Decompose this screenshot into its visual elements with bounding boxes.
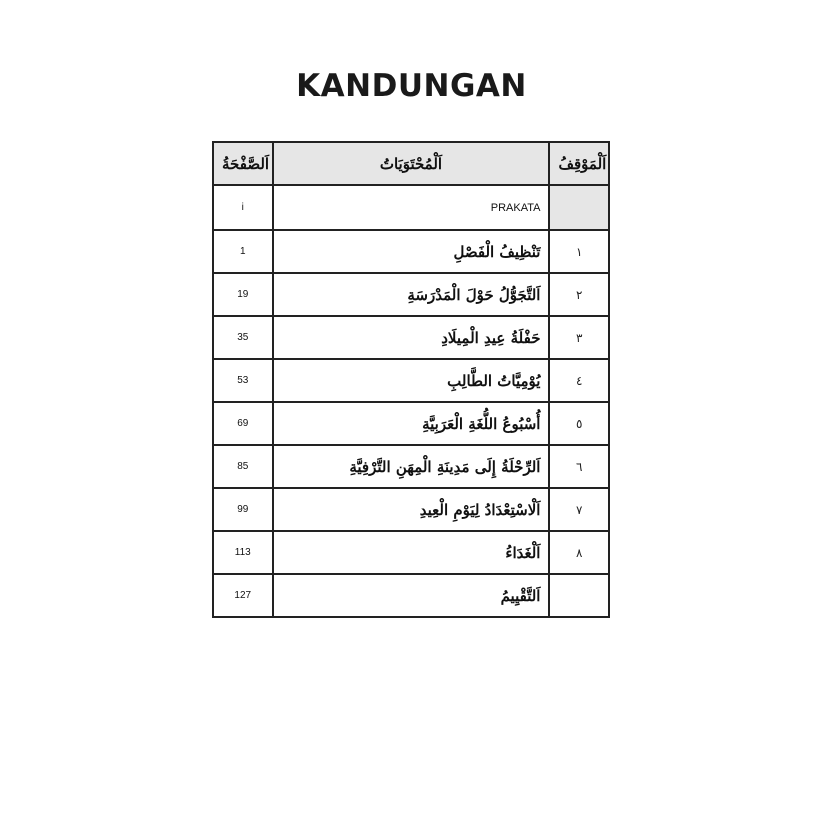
unit-number: ١ [549, 230, 609, 273]
table-row [213, 273, 609, 316]
unit-number [549, 574, 609, 617]
table-row [213, 316, 609, 359]
page-number: 69 [213, 402, 273, 445]
table-row [213, 531, 609, 574]
table-row [213, 185, 609, 230]
page-number: i [213, 185, 273, 230]
page-title: KANDUNGAN [296, 68, 527, 104]
page-number: 99 [213, 488, 273, 531]
table-row [213, 230, 609, 273]
content-title: اَلرِّحْلَةُ إِلَى مَدِينَةِ الْمِهَنِ التَّرْفِيَّةِ [273, 445, 550, 488]
content-title: PRAKATA [273, 185, 550, 230]
unit-number [549, 185, 609, 230]
page-number: 53 [213, 359, 273, 402]
table-row [213, 445, 609, 488]
content-title: يُوْمِيَّاتُ الطَّالِبِ [273, 359, 550, 402]
content-title: حَفْلَةُ عِيدِ الْمِيلَادِ [273, 316, 550, 359]
unit-column-header: اَلْمَوْقِفُ [549, 142, 609, 185]
content-title: تَنْظِيفُ الْفَصْلِ [273, 230, 550, 273]
page-number: 127 [213, 574, 273, 617]
header-row [213, 142, 609, 185]
page-column-header: اَلصَّفْحَةُ [213, 142, 273, 185]
page-number: 19 [213, 273, 273, 316]
unit-number: ٦ [549, 445, 609, 488]
unit-number: ٤ [549, 359, 609, 402]
content-column-header: اَلْمُحْتَوَيَاتُ [273, 142, 550, 185]
unit-number: ٨ [549, 531, 609, 574]
page-number: 1 [213, 230, 273, 273]
content-title: اَلْاسْتِعْدَادُ لِيَوْمِ الْعِيدِ [273, 488, 550, 531]
page-number: 35 [213, 316, 273, 359]
unit-number: ٣ [549, 316, 609, 359]
table-row [213, 488, 609, 531]
page-number: 85 [213, 445, 273, 488]
table-row [213, 574, 609, 617]
content-title: اَلْغَدَاءُ [273, 531, 550, 574]
content-title: اَلتَّجَوُّلُ حَوْلَ الْمَدْرَسَةِ [273, 273, 550, 316]
contents-table [212, 141, 610, 618]
table-row [213, 359, 609, 402]
content-title: اَلتَّقْيِيمُ [273, 574, 550, 617]
unit-number: ٢ [549, 273, 609, 316]
unit-number: ٥ [549, 402, 609, 445]
page-number: 113 [213, 531, 273, 574]
content-title: أُسْبُوعُ اللُّغَةِ الْعَرَبِيَّةِ [273, 402, 550, 445]
table-row [213, 402, 609, 445]
unit-number: ٧ [549, 488, 609, 531]
